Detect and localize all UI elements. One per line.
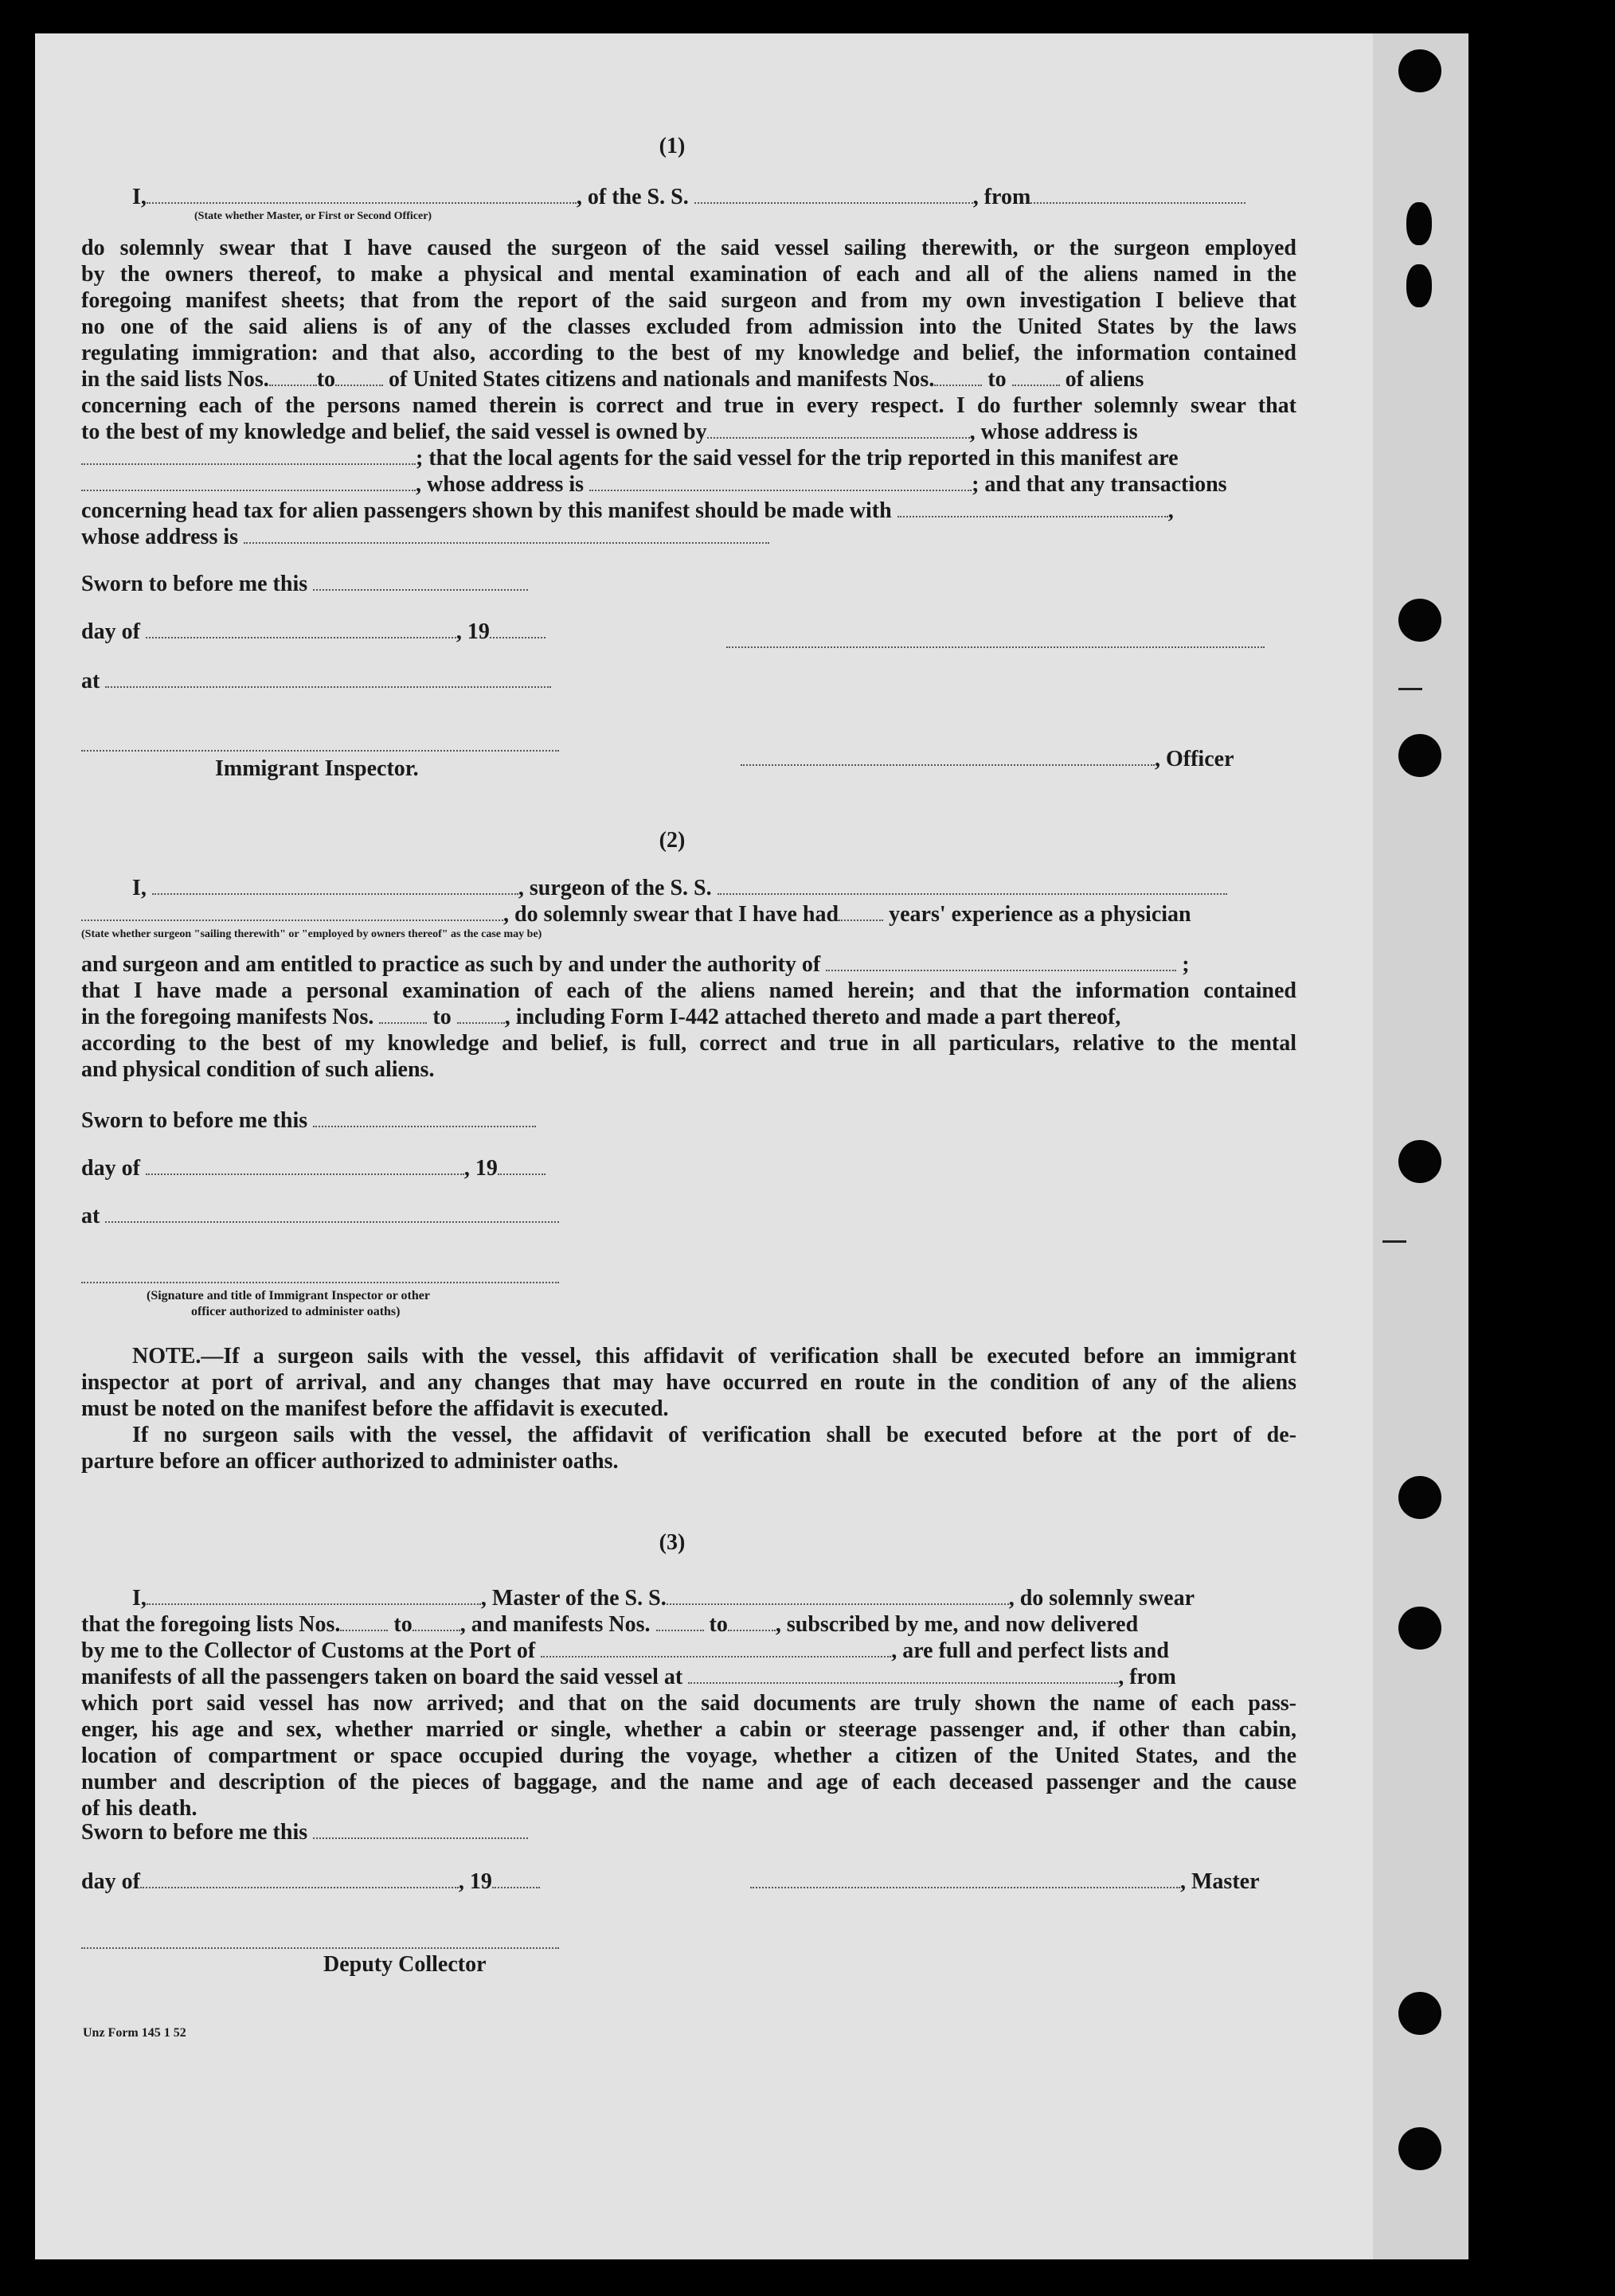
section-3-line-6: enger, his age and sex, whether married or single, whether a cabin or steerage passenger and, if other than cabin, xyxy=(81,1717,1296,1742)
punch-hole xyxy=(1398,599,1441,642)
section-2-line-2: , do solemnly swear that I have had years' experience as a physician xyxy=(81,902,1296,927)
punch-hole xyxy=(1398,2127,1441,2170)
section-1-para-9: ; that the local agents for the said vessel for the trip reported in this manifest are xyxy=(81,446,1296,471)
section-1-inspector-label: Immigrant Inspector. xyxy=(215,756,419,781)
section-2-sig-note-2: officer authorized to administer oaths) xyxy=(191,1305,401,1318)
section-1-para-12: whose address is xyxy=(81,525,1296,550)
section-3-day-of: day of , 19 xyxy=(81,1869,540,1895)
punch-hole xyxy=(1398,1140,1441,1183)
section-1-signature-line xyxy=(726,645,1265,648)
section-1-para-4: no one of the said aliens is of any of the classes excluded from admission into the United States by the laws xyxy=(81,314,1296,339)
section-1-officer: , Officer xyxy=(741,747,1234,772)
punch-hole xyxy=(1398,734,1441,777)
section-3-line-1: I, , Master of the S. S. , do solemnly swear xyxy=(132,1586,1195,1611)
section-2-sig-note-1: (Signature and title of Immigrant Inspector or other xyxy=(147,1289,430,1302)
section-2-line-5: in the foregoing manifests Nos. to , including Form I-442 attached thereto and made a part thereof, xyxy=(81,1005,1121,1029)
punch-hole xyxy=(1398,49,1441,92)
section-2-line-3: and surgeon and am entitled to practice as such by and under the authority of ; xyxy=(81,952,1190,977)
section-3-line-5: which port said vessel has now arrived; and that on the said documents are truly shown the name of each pass- xyxy=(81,1691,1296,1716)
section-2-note-1: NOTE.—If a surgeon sails with the vessel, this affidavit of verification shall be executed before an immigrant xyxy=(132,1344,1296,1369)
section-2-number: (2) xyxy=(659,828,686,853)
section-3-line-8: number and description of the pieces of baggage, and the name and age of each deceased passenger and the cause xyxy=(81,1770,1296,1794)
section-1-para-8: to the best of my knowledge and belief, the said vessel is owned by , whose address is xyxy=(81,420,1138,444)
section-1-para-2: by the owners thereof, to make a physical and mental examination of each and all of the aliens named in the xyxy=(81,262,1296,287)
section-1-para-10: , whose address is ; and that any transactions xyxy=(81,472,1296,498)
section-2-note-5: parture before an officer authorized to administer oaths. xyxy=(81,1449,619,1474)
section-1-para-5: regulating immigration: and that also, according to the best of my knowledge and belief, the information contained xyxy=(81,341,1296,365)
section-2-sworn: Sworn to before me this xyxy=(81,1108,536,1134)
section-3-line-9: of his death. xyxy=(81,1796,197,1821)
section-1-at: at xyxy=(81,669,551,694)
section-1-para-6: in the said lists Nos. to of United States citizens and nationals and manifests Nos. to of aliens xyxy=(81,367,1144,392)
document-page xyxy=(35,33,1468,2259)
section-3-deputy-line xyxy=(81,1946,559,1949)
punch-hole xyxy=(1398,1607,1441,1650)
edge-mark xyxy=(1382,1240,1406,1243)
section-2-note: (State whether surgeon "sailing therewith" or "employed by owners thereof" as the case may be) xyxy=(81,928,542,940)
section-2-note-4: If no surgeon sails with the vessel, the affidavit of verification shall be executed before at the port of de- xyxy=(132,1423,1296,1447)
section-2-line-7: and physical condition of such aliens. xyxy=(81,1057,435,1082)
section-2-line-1: I, , surgeon of the S. S. xyxy=(132,876,1295,901)
section-1-sworn: Sworn to before me this xyxy=(81,572,528,597)
section-3-deputy-label: Deputy Collector xyxy=(323,1952,487,1977)
section-3-master: , Master xyxy=(750,1869,1260,1895)
section-2-line-6: according to the best of my knowledge and belief, is full, correct and true in all particulars, relative to the mental xyxy=(81,1031,1296,1056)
section-3-number: (3) xyxy=(659,1530,686,1555)
section-1-para-11: concerning head tax for alien passengers shown by this manifest should be made with , xyxy=(81,498,1174,523)
section-1-para-1: do solemnly swear that I have caused the surgeon of the said vessel sailing therewith, or the surgeon employed xyxy=(81,236,1296,260)
section-2-at: at xyxy=(81,1204,559,1229)
section-3-line-4: manifests of all the passengers taken on board the said vessel at , from xyxy=(81,1665,1176,1689)
section-3-line-7: location of compartment or space occupied during the voyage, whether a citizen of the United States, and the xyxy=(81,1743,1296,1768)
punch-hole xyxy=(1398,1992,1441,2035)
section-1-line-1: I, , of the S. S. , from xyxy=(132,185,1295,210)
punch-hole xyxy=(1398,1476,1441,1519)
section-3-line-3: by me to the Collector of Customs at the Port of , are full and perfect lists and xyxy=(81,1638,1169,1663)
section-2-note-2: inspector at port of arrival, and any changes that may have occurred en route in the condition of any of the aliens xyxy=(81,1370,1296,1395)
punch-hole xyxy=(1406,202,1432,245)
section-2-line-4: that I have made a personal examination of each of the aliens named herein; and that the information contained xyxy=(81,978,1296,1003)
section-3-sworn: Sworn to before me this xyxy=(81,1820,528,1845)
form-id: Unz Form 145 1 52 xyxy=(83,2026,186,2040)
section-1-para-3: foregoing manifest sheets; that from the report of the said surgeon and from my own investigation I believe that xyxy=(81,288,1296,313)
edge-mark xyxy=(1398,688,1422,690)
section-1-number: (1) xyxy=(659,134,686,158)
section-2-signature-line xyxy=(81,1280,559,1283)
section-1-para-7: concerning each of the persons named therein is correct and true in every respect. I do further solemnly swear that xyxy=(81,393,1296,418)
section-1-note: (State whether Master, or First or Second Officer) xyxy=(194,210,432,222)
section-1-day-of: day of , 19 xyxy=(81,619,546,645)
section-1-inspector-line xyxy=(81,748,559,752)
section-2-note-3: must be noted on the manifest before the affidavit is executed. xyxy=(81,1396,669,1421)
punch-hole xyxy=(1406,264,1432,307)
section-2-day-of: day of , 19 xyxy=(81,1156,546,1181)
section-3-line-2: that the foregoing lists Nos. to , and manifests Nos. to , subscribed by me, and now delivered xyxy=(81,1612,1139,1637)
